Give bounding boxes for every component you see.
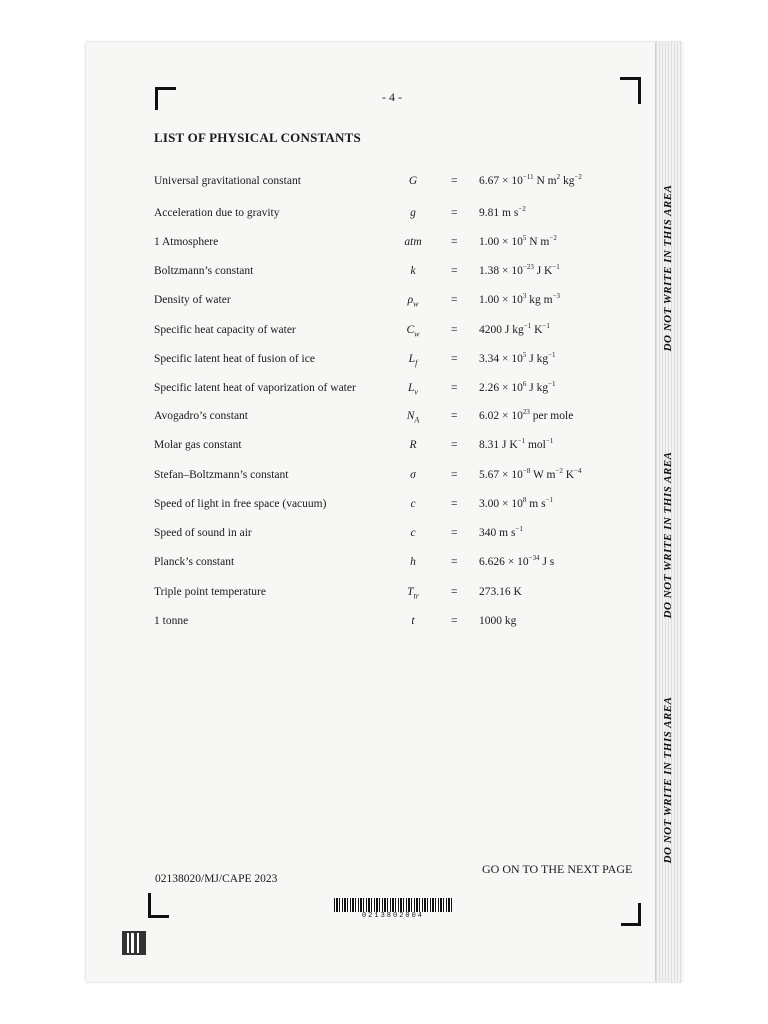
constant-row	[0, 498, 768, 518]
constant-symbol: atm	[404, 236, 422, 248]
equals-sign: =	[451, 469, 458, 481]
constant-row	[0, 353, 768, 373]
constant-name: Specific heat capacity of water	[154, 324, 296, 336]
constant-name: Stefan–Boltzmann’s constant	[154, 469, 289, 481]
corner-mark-top-right	[620, 77, 641, 104]
constant-symbol: $L_v$	[408, 382, 418, 397]
constant-row	[0, 556, 768, 576]
constant-value: $6.67 \times 10^{-11}$ N $m^2$ $kg^{-2}$	[479, 173, 582, 187]
constant-symbol: c	[410, 498, 416, 510]
constant-symbol: $N_A$	[406, 410, 420, 425]
constant-symbol: $C_w$	[406, 324, 420, 339]
equals-sign: =	[451, 586, 458, 598]
constant-value: 4200 J $kg^{-1}$ $K^{-1}$	[479, 322, 550, 336]
constant-name: Speed of light in free space (vacuum)	[154, 498, 327, 510]
constant-name: Planck’s constant	[154, 556, 235, 568]
constant-row	[0, 236, 768, 256]
constant-row	[0, 615, 768, 635]
constant-row	[0, 469, 768, 489]
barcode-number: 0213802004	[361, 912, 424, 920]
constant-value: $6.626 \times 10^{-34}$ J s	[479, 554, 555, 568]
constant-symbol: k	[410, 265, 416, 277]
constant-value: $2.26 \times 10^6$ J $kg^{-1}$	[479, 380, 556, 394]
constant-row	[0, 294, 768, 314]
constant-name: Universal gravitational constant	[154, 175, 301, 187]
constant-row	[0, 410, 768, 430]
constant-name: Specific latent heat of vaporization of water	[154, 382, 356, 394]
page-title: LIST OF PHYSICAL CONSTANTS	[154, 130, 361, 145]
exam-code: 02138020/MJ/CAPE 2023	[155, 873, 278, 885]
constant-value: 8.31 J $K^{-1}$ mol$^{-1}$	[479, 437, 554, 451]
equals-sign: =	[451, 265, 458, 277]
constant-row	[0, 439, 768, 459]
equals-sign: =	[451, 615, 458, 627]
constant-symbol: c	[410, 527, 416, 539]
constant-name: Boltzmann’s constant	[154, 265, 254, 277]
equals-sign: =	[451, 439, 458, 451]
constant-name: Avogadro’s constant	[154, 410, 249, 422]
constant-value: $5.67 \times 10^{-8}$ W $m^{-2}$ $K^{-4}$	[479, 467, 582, 481]
constant-symbol: $L_f$	[408, 353, 418, 368]
constant-symbol: h	[410, 556, 416, 568]
page-number: - 4 -	[382, 90, 402, 104]
equals-sign: =	[451, 353, 458, 365]
equals-sign: =	[451, 207, 458, 219]
constant-symbol: g	[410, 207, 416, 219]
constant-name: Specific latent heat of fusion of ice	[154, 353, 315, 365]
constant-symbol: $\rho_w$	[407, 294, 419, 309]
constant-value: 273.16 K	[479, 586, 522, 598]
equals-sign: =	[451, 410, 458, 422]
constant-value: $3.00 \times 10^8$ m $s^{-1}$	[479, 496, 553, 510]
constant-row	[0, 527, 768, 547]
constant-value: $6.02 \times 10^{23}$ per mole	[479, 408, 574, 422]
constant-name: Molar gas constant	[154, 439, 242, 451]
corner-mark-bottom-right	[621, 903, 641, 926]
equals-sign: =	[451, 382, 458, 394]
equals-sign: =	[451, 498, 458, 510]
equals-sign: =	[451, 556, 458, 568]
constant-symbol: σ	[410, 469, 416, 481]
constant-name: 1 Atmosphere	[154, 236, 219, 248]
constant-row	[0, 586, 768, 606]
constant-value: $1.00 \times 10^3$ kg $m^{-3}$	[479, 292, 561, 306]
constant-value: $1.00 \times 10^5$ N $m^{-2}$	[479, 234, 557, 248]
constant-value: 1000 kg	[479, 615, 517, 627]
equals-sign: =	[451, 236, 458, 248]
barcode	[334, 898, 452, 912]
constant-name: Triple point temperature	[154, 586, 266, 598]
equals-sign: =	[451, 527, 458, 539]
constant-value: 340 m $s^{-1}$	[479, 525, 523, 539]
corner-mark-top-left	[155, 87, 176, 110]
equals-sign: =	[451, 294, 458, 306]
constant-row	[0, 382, 768, 402]
qr-code-icon	[124, 933, 144, 953]
equals-sign: =	[451, 324, 458, 336]
constant-name: Speed of sound in air	[154, 527, 252, 539]
constant-row	[0, 175, 768, 195]
constant-name: Acceleration due to gravity	[154, 207, 280, 219]
constant-value: $3.34 \times 10^5$ J $kg^{-1}$	[479, 351, 556, 365]
constant-value: $1.38 \times 10^{-23}$ J $K^{-1}$	[479, 263, 560, 277]
next-page-notice: GO ON TO THE NEXT PAGE	[482, 862, 633, 876]
constant-value: 9.81 m $s^{-2}$	[479, 205, 526, 219]
constant-name: Density of water	[154, 294, 231, 306]
constant-row	[0, 324, 768, 344]
constant-symbol: R	[409, 439, 417, 451]
constant-symbol: $T_{tr}$	[407, 586, 419, 601]
constant-name: 1 tonne	[154, 615, 189, 627]
constant-row	[0, 207, 768, 227]
constant-symbol: G	[408, 175, 418, 187]
equals-sign: =	[451, 175, 458, 187]
constant-symbol: t	[411, 615, 415, 627]
constant-row	[0, 265, 768, 285]
corner-mark-bottom-left	[148, 893, 169, 918]
